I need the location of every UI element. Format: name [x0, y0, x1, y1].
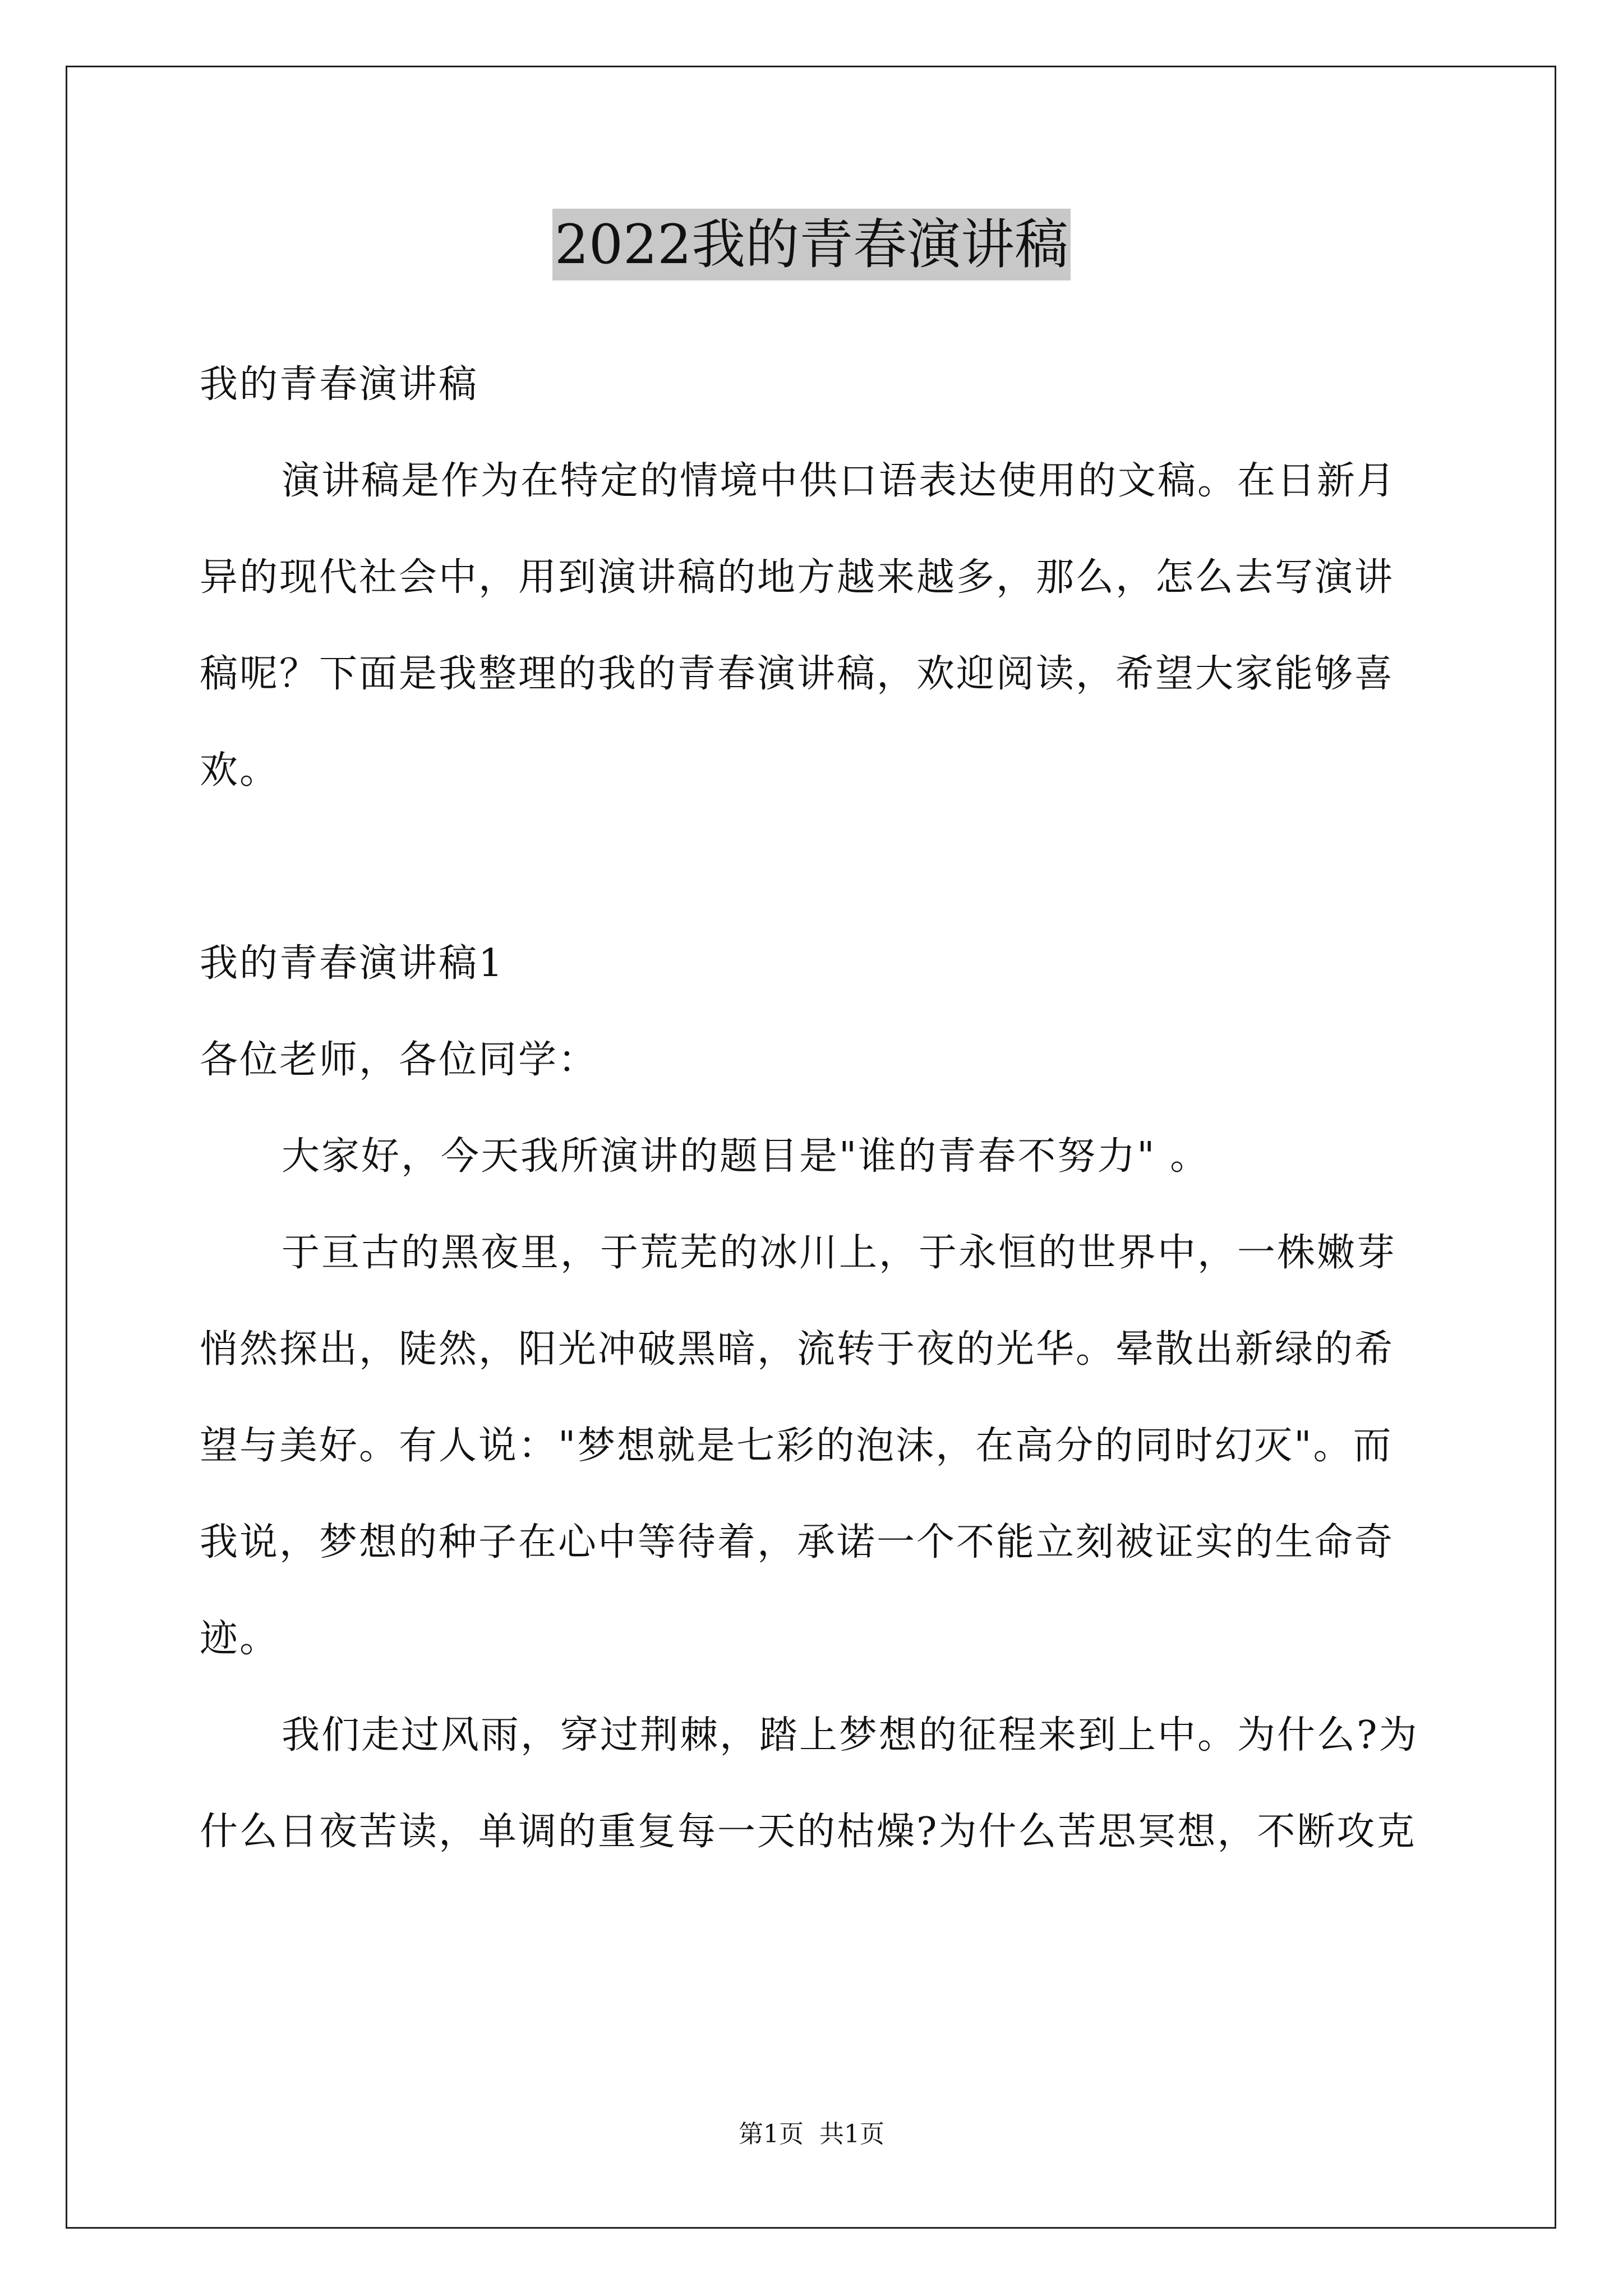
blank-line — [200, 819, 1431, 915]
paragraph-line: 异的现代社会中，用到演讲稿的地方越来越多，那么，怎么去写演讲 — [200, 555, 1395, 600]
section-heading: 我的青春演讲稿 — [200, 362, 479, 407]
paragraph-line: 什么日夜苦读，单调的重复每一天的枯燥?为什么苦思冥想，不断攻克 — [200, 1810, 1417, 1854]
section-heading: 我的青春演讲稿1 — [200, 941, 505, 986]
paragraph-line: 于亘古的黑夜里，于荒芜的冰川上，于永恒的世界中，一株嫩芽 — [282, 1231, 1397, 1275]
paragraph-line: 大家好，今天我所演讲的题目是"谁的青春不努力" 。 — [282, 1134, 1210, 1179]
document-body — [200, 337, 1431, 1880]
paragraph-line: 我说，梦想的种子在心中等待着，承诺一个不能立刻被证实的生命奇 — [200, 1520, 1395, 1565]
document-title: 2022我的青春演讲稿 — [552, 209, 1071, 280]
paragraph-line: 望与美好。有人说："梦想就是七彩的泡沫，在高分的同时幻灭"。而 — [200, 1424, 1393, 1468]
paragraph-line: 我们走过风雨，穿过荆棘，踏上梦想的征程来到上中。为什么?为 — [282, 1713, 1419, 1757]
page-number-footer: 第1页 共1页 — [739, 2120, 884, 2148]
paragraph-line: 悄然探出，陡然，阳光冲破黑暗，流转于夜的光华。晕散出新绿的希 — [200, 1327, 1395, 1372]
paragraph-line: 欢。 — [200, 748, 280, 793]
title-container — [0, 209, 1623, 280]
paragraph-line: 演讲稿是作为在特定的情境中供口语表达使用的文稿。在日新月 — [282, 459, 1397, 503]
paragraph-line: 稿呢？下面是我整理的我的青春演讲稿，欢迎阅读，希望大家能够喜 — [200, 652, 1395, 696]
salutation: 各位老师，各位同学： — [200, 1038, 598, 1082]
paragraph-line: 迹。 — [200, 1617, 280, 1661]
